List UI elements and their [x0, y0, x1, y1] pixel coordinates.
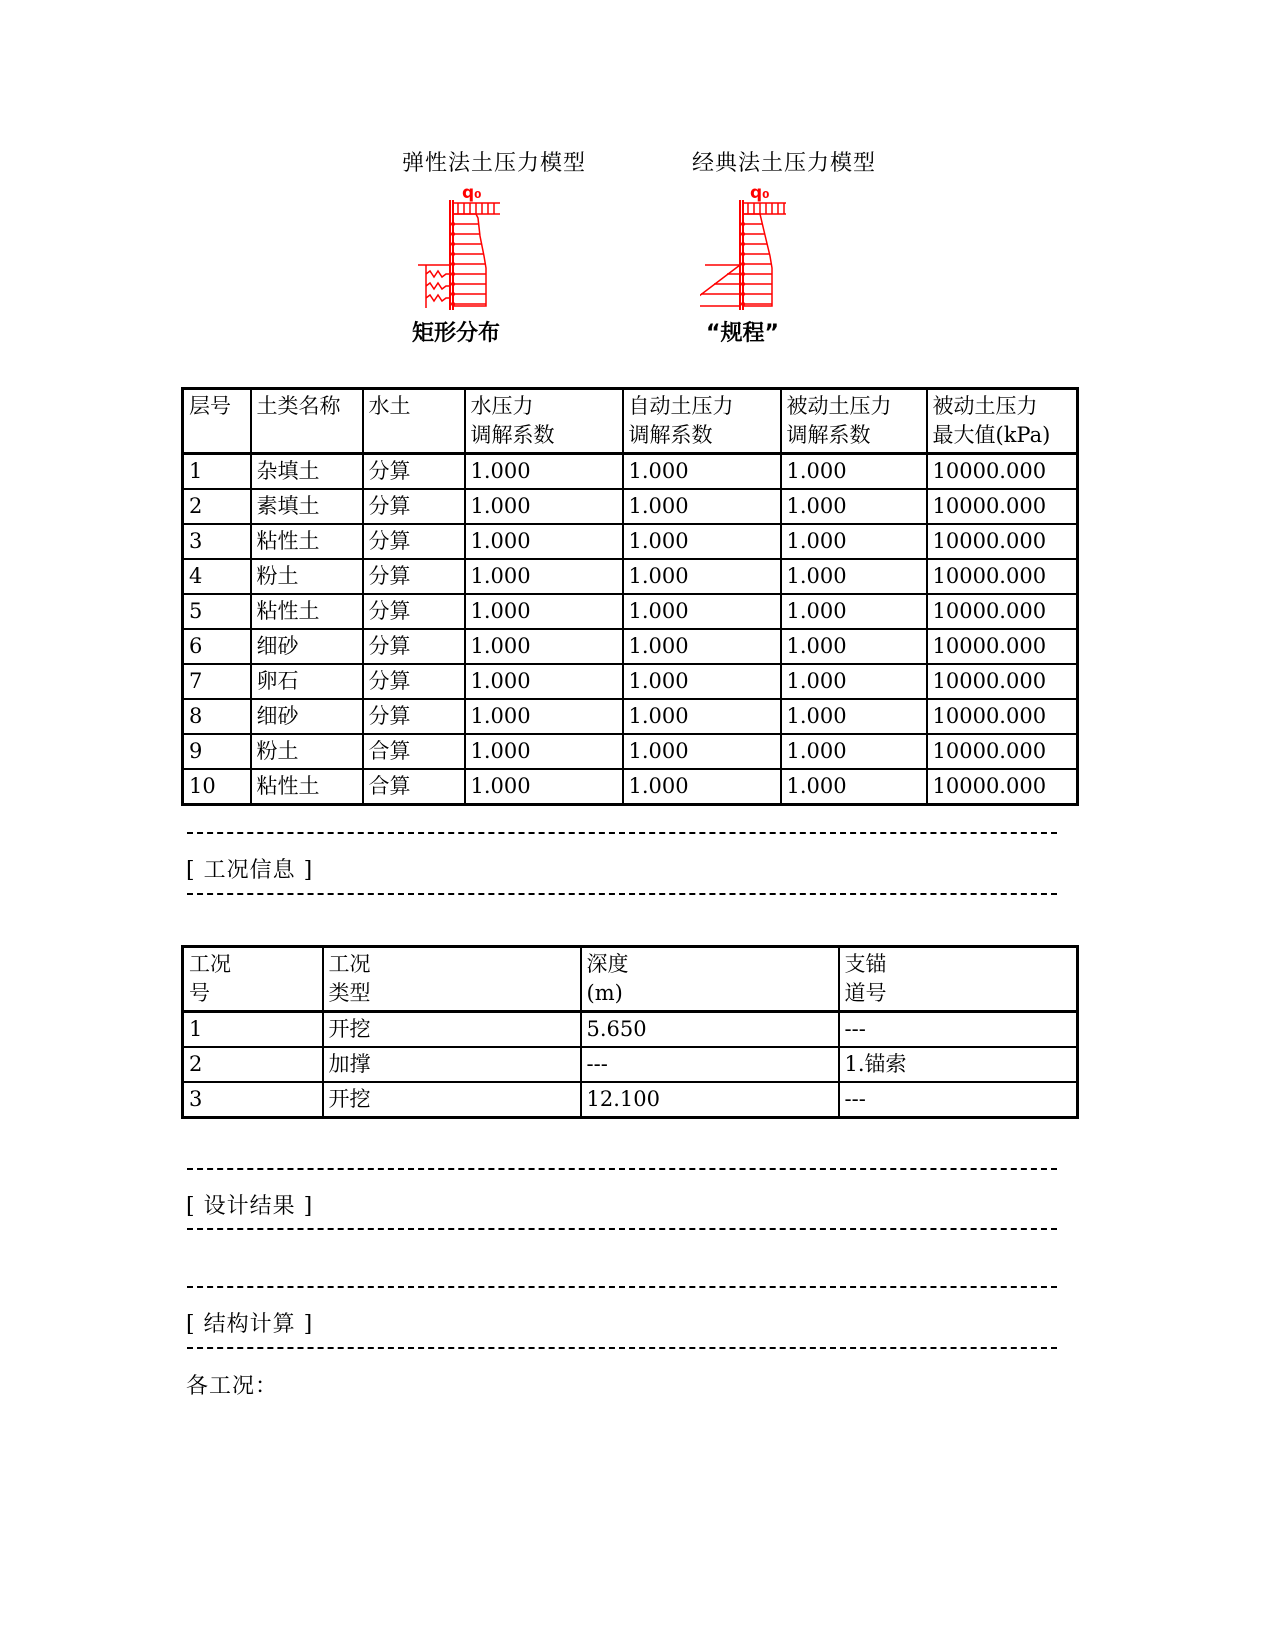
case-table-header-text: 深度 [586, 952, 629, 976]
soil-table-cell: 粉土 [251, 559, 363, 594]
case-table-cell: 1.锚索 [839, 1047, 1078, 1082]
case-table-cell: 2 [183, 1047, 323, 1082]
soil-table-cell: 1.000 [781, 594, 927, 629]
table-row [183, 1082, 1078, 1118]
work-info-heading: [ 工况信息 ] [186, 858, 314, 883]
soil-table-cell: 1.000 [623, 664, 781, 699]
table-row [183, 1012, 1078, 1048]
soil-table-cell: 1.000 [465, 559, 623, 594]
soil-table-cell: 粉土 [251, 734, 363, 769]
classic-load-label: q₀ [750, 183, 770, 203]
divider-line [187, 893, 1057, 895]
design-result-heading: [ 设计结果 ] [186, 1194, 314, 1219]
case-table-cell: 加撑 [323, 1047, 581, 1082]
soil-table-cell: 1.000 [623, 594, 781, 629]
classic-diagram-caption: “规程” [706, 321, 779, 346]
elastic-load-label: q₀ [462, 183, 482, 203]
soil-table-cell: 粘性土 [251, 769, 363, 805]
soil-table-cell: 分算 [363, 629, 465, 664]
soil-table-cell: 分算 [363, 699, 465, 734]
case-table-header-text: 工况 [328, 952, 371, 976]
soil-table-cell: 卵石 [251, 664, 363, 699]
table-row [183, 699, 1078, 734]
work-case-table [181, 945, 1079, 1119]
soil-table-header-row [183, 389, 1078, 454]
soil-table-cell: 10000.000 [927, 489, 1078, 524]
soil-table-cell: 4 [183, 559, 251, 594]
soil-table-cell: 粘性土 [251, 524, 363, 559]
soil-table-cell: 1.000 [623, 454, 781, 490]
case-table-header-text: 支锚 [844, 952, 887, 976]
soil-table-header-cell [781, 389, 927, 454]
soil-table-cell: 1.000 [781, 454, 927, 490]
table-row [183, 664, 1078, 699]
soil-table-cell: 10000.000 [927, 699, 1078, 734]
table-row [183, 489, 1078, 524]
table-row [183, 454, 1078, 490]
soil-table-cell: 1.000 [781, 664, 927, 699]
soil-table-cell: 1.000 [781, 559, 927, 594]
case-table-header-text: 号 [189, 981, 210, 1005]
table-row [183, 594, 1078, 629]
soil-table-cell: 1.000 [623, 734, 781, 769]
case-table-cell: 开挖 [323, 1012, 581, 1048]
soil-table-header-text: 自动土压力 [628, 394, 734, 418]
soil-table-cell: 3 [183, 524, 251, 559]
soil-table-cell: 10000.000 [927, 734, 1078, 769]
elastic-pressure-diagram [418, 176, 528, 326]
soil-table-cell: 1.000 [623, 769, 781, 805]
case-table-header-text: (m) [586, 981, 623, 1005]
soil-table-header-text: 被动土压力 [932, 394, 1038, 418]
soil-table-cell: 分算 [363, 594, 465, 629]
table-row [183, 1047, 1078, 1082]
soil-table-cell: 5 [183, 594, 251, 629]
divider-line [187, 832, 1057, 834]
table-row [183, 559, 1078, 594]
divider-line [187, 1347, 1057, 1349]
soil-table-header-text: 最大值(kPa) [932, 423, 1051, 447]
soil-table-header-text: 土类名称 [256, 394, 341, 418]
soil-table-header-text: 水压力 [470, 394, 534, 418]
soil-table-cell: 10000.000 [927, 629, 1078, 664]
case-table-cell: 3 [183, 1082, 323, 1118]
divider-line [187, 1168, 1057, 1170]
soil-table-cell: 分算 [363, 489, 465, 524]
soil-table-cell: 1.000 [623, 489, 781, 524]
case-table-header-cell [581, 947, 839, 1012]
soil-table-cell: 1.000 [465, 769, 623, 805]
case-table-header-text: 道号 [844, 981, 887, 1005]
soil-table-cell: 6 [183, 629, 251, 664]
table-row [183, 524, 1078, 559]
soil-table-cell: 1.000 [781, 524, 927, 559]
classic-model-title: 经典法土压力模型 [692, 151, 877, 176]
soil-table-cell: 10000.000 [927, 769, 1078, 805]
each-case-label: 各工况： [186, 1374, 279, 1399]
soil-parameter-table [181, 387, 1079, 806]
soil-table-cell: 1.000 [781, 489, 927, 524]
case-table-cell: 5.650 [581, 1012, 839, 1048]
case-table-header-cell [839, 947, 1078, 1012]
soil-table-cell: 10000.000 [927, 454, 1078, 490]
soil-table-cell: 10000.000 [927, 594, 1078, 629]
soil-table-cell: 1.000 [781, 734, 927, 769]
table-row [183, 734, 1078, 769]
soil-table-cell: 1.000 [465, 489, 623, 524]
soil-table-cell: 10000.000 [927, 524, 1078, 559]
soil-table-cell: 1.000 [781, 629, 927, 664]
case-table-cell: 12.100 [581, 1082, 839, 1118]
soil-table-header-cell [363, 389, 465, 454]
soil-table-cell: 1.000 [465, 664, 623, 699]
soil-table-cell: 10000.000 [927, 664, 1078, 699]
soil-table-cell: 1.000 [465, 699, 623, 734]
case-table-header-text: 工况 [189, 952, 231, 976]
soil-table-cell: 8 [183, 699, 251, 734]
elastic-model-title: 弹性法土压力模型 [402, 151, 587, 176]
soil-table-cell: 10 [183, 769, 251, 805]
soil-table-cell: 1.000 [465, 524, 623, 559]
soil-table-cell: 7 [183, 664, 251, 699]
soil-table-cell: 分算 [363, 559, 465, 594]
soil-table-header-cell [465, 389, 623, 454]
soil-table-header-cell [623, 389, 781, 454]
table-row [183, 629, 1078, 664]
structure-calc-heading: [ 结构计算 ] [186, 1312, 314, 1337]
soil-table-cell: 1.000 [465, 594, 623, 629]
case-table-header-text: 类型 [328, 981, 371, 1005]
soil-table-cell: 分算 [363, 454, 465, 490]
soil-table-cell: 细砂 [251, 629, 363, 664]
soil-table-cell: 1.000 [781, 699, 927, 734]
divider-line [187, 1228, 1057, 1230]
case-table-header-cell [183, 947, 323, 1012]
soil-table-cell: 分算 [363, 664, 465, 699]
divider-line [187, 1286, 1057, 1288]
soil-table-cell: 分算 [363, 524, 465, 559]
soil-table-cell: 合算 [363, 769, 465, 805]
case-table-cell: 1 [183, 1012, 323, 1048]
soil-table-header-text: 调解系数 [470, 423, 555, 447]
soil-table-cell: 9 [183, 734, 251, 769]
soil-table-cell: 1.000 [465, 454, 623, 490]
soil-table-cell: 1.000 [623, 629, 781, 664]
soil-table-cell: 1.000 [465, 629, 623, 664]
case-table-cell: --- [581, 1047, 839, 1082]
soil-table-cell: 1.000 [465, 734, 623, 769]
case-table-cell: --- [839, 1082, 1078, 1118]
elastic-diagram-caption: 矩形分布 [412, 321, 501, 346]
soil-table-cell: 1.000 [623, 559, 781, 594]
soil-table-header-text: 调解系数 [786, 423, 871, 447]
soil-table-header-text: 层号 [189, 394, 231, 418]
soil-table-cell: 1 [183, 454, 251, 490]
soil-table-cell: 2 [183, 489, 251, 524]
soil-table-cell: 杂填土 [251, 454, 363, 490]
soil-table-cell: 细砂 [251, 699, 363, 734]
soil-table-header-text: 水土 [368, 394, 411, 418]
case-table-header-row [183, 947, 1078, 1012]
soil-table-header-cell [183, 389, 251, 454]
soil-table-cell: 1.000 [623, 524, 781, 559]
classic-pressure-diagram [700, 176, 810, 326]
soil-table-cell: 1.000 [781, 769, 927, 805]
case-table-header-cell [323, 947, 581, 1012]
soil-table-cell: 素填土 [251, 489, 363, 524]
soil-table-header-text: 调解系数 [628, 423, 713, 447]
soil-table-cell: 10000.000 [927, 559, 1078, 594]
case-table-cell: --- [839, 1012, 1078, 1048]
soil-table-header-cell [251, 389, 363, 454]
soil-table-header-text: 被动土压力 [786, 394, 892, 418]
soil-table-cell: 合算 [363, 734, 465, 769]
soil-table-cell: 1.000 [623, 699, 781, 734]
table-row [183, 769, 1078, 805]
case-table-cell: 开挖 [323, 1082, 581, 1118]
soil-table-header-cell [927, 389, 1078, 454]
soil-table-cell: 粘性土 [251, 594, 363, 629]
